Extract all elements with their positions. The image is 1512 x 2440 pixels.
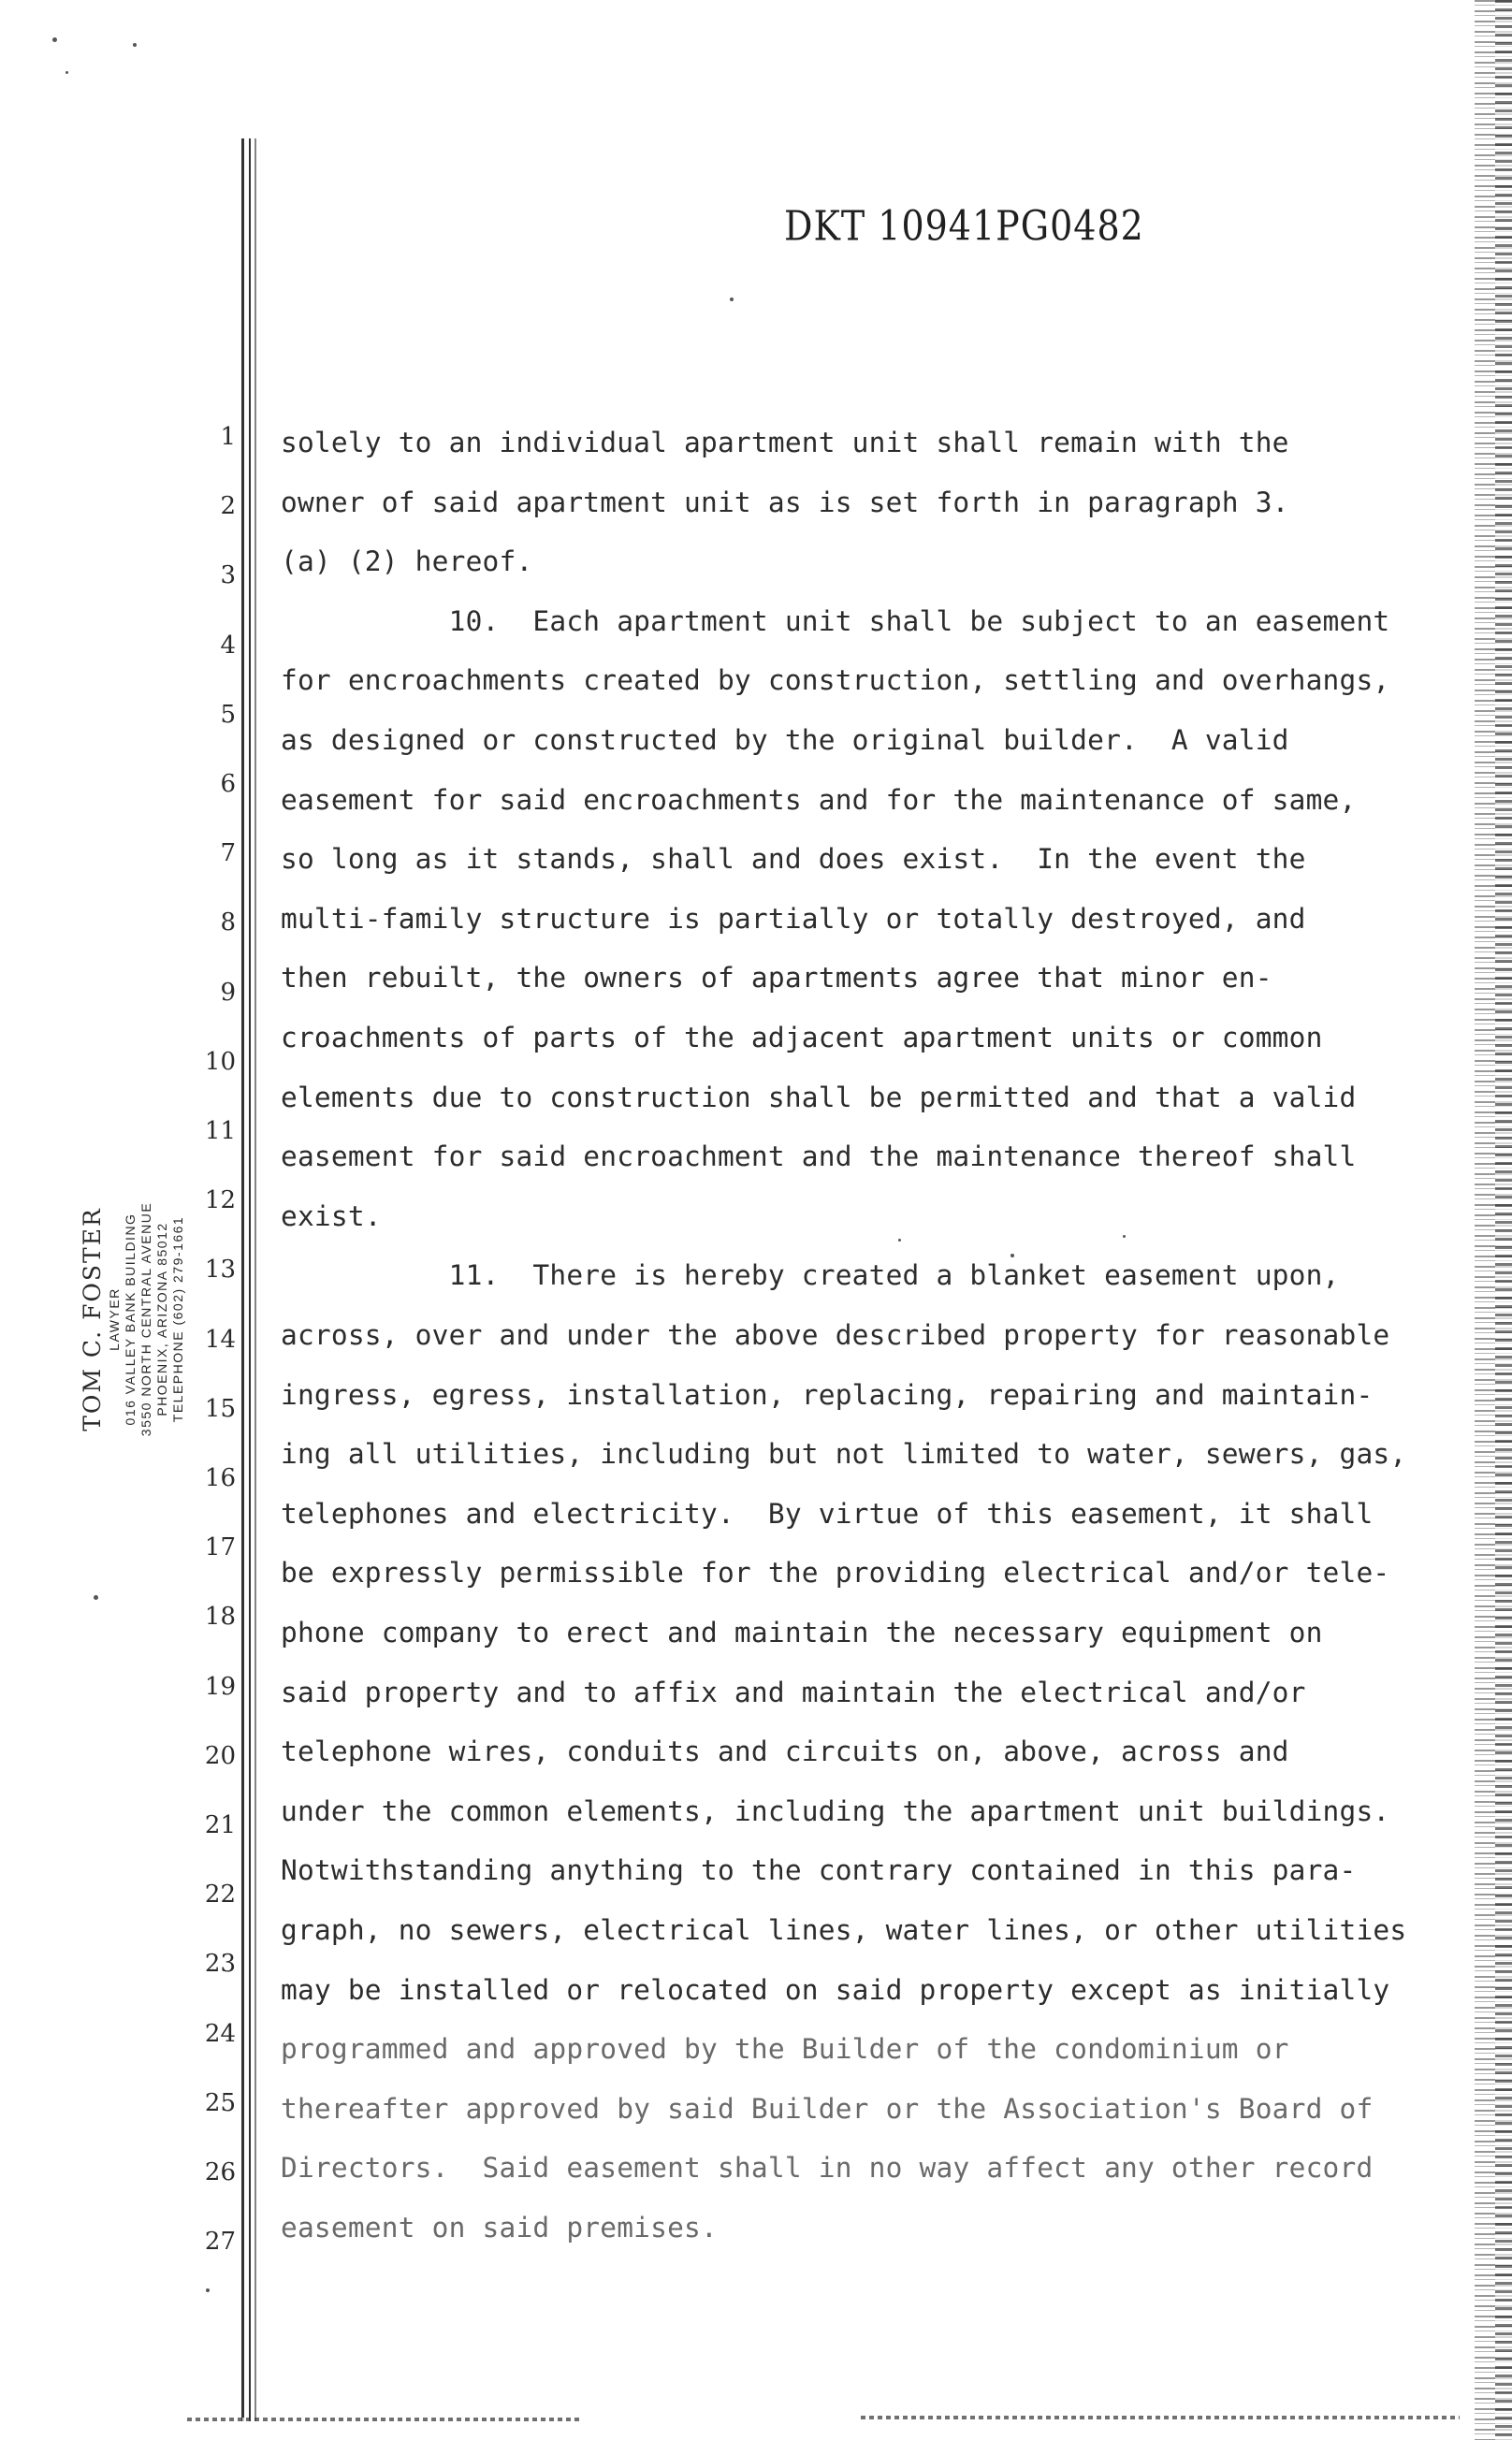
docket-page-stamp: DKT 10941PG0482	[784, 202, 1144, 250]
document-text-line: croachments of parts of the adjacent apartment units or common	[281, 1022, 1323, 1053]
scan-speck	[1123, 1235, 1126, 1238]
lawyer-building: 016 VALLEY BANK BUILDING	[123, 1213, 138, 1426]
line-number: 9	[220, 978, 236, 1007]
document-text-line: 10. Each apartment unit shall be subject to an easement	[281, 604, 1390, 637]
scan-speck	[94, 1595, 98, 1600]
line-number: 25	[204, 2088, 236, 2117]
scan-speck	[898, 1239, 901, 1242]
scan-speck	[206, 2288, 210, 2292]
document-text-line: be expressly permissible for the providing electrical and/or tele-	[281, 1557, 1390, 1590]
line-number: 16	[204, 1464, 236, 1492]
document-text-line: easement for said encroachment and the maintenance thereof shall	[281, 1140, 1357, 1173]
line-number: 23	[204, 1950, 236, 1979]
line-number: 8	[220, 908, 236, 937]
document-text-line: exist.	[281, 1199, 382, 1232]
scan-speck	[52, 37, 57, 42]
margin-rule-left-2	[249, 138, 251, 2421]
lawyer-title: LAWYER	[107, 1287, 122, 1351]
line-number: 26	[204, 2158, 236, 2186]
line-number: 5	[220, 700, 236, 729]
line-number: 2	[220, 492, 236, 521]
lawyer-street: 3550 NORTH CENTRAL AVENUE	[138, 1201, 153, 1437]
document-text-line: easement for said encroachments and for the maintenance of same,	[281, 783, 1357, 816]
line-number: 14	[204, 1325, 236, 1354]
line-number: 4	[220, 631, 236, 660]
document-text-line: then rebuilt, the owners of apartments agree that minor en-	[281, 962, 1272, 995]
line-number: 1	[220, 423, 236, 451]
document-text-line: solely to an individual apartment unit shall remain with the	[281, 427, 1289, 458]
document-text-line: ing all utilities, including but not limited to water, sewers, gas,	[281, 1438, 1407, 1471]
line-number: 7	[220, 839, 236, 868]
line-number: 15	[204, 1394, 236, 1423]
lawyer-city: PHOENIX, ARIZONA 85012	[154, 1222, 169, 1416]
line-number: 3	[220, 561, 236, 590]
margin-rule-left-1	[241, 138, 244, 2421]
lawyer-phone: TELEPHONE (602) 279-1661	[170, 1215, 185, 1423]
document-text-line: Notwithstanding anything to the contrary contained in this para-	[281, 1854, 1357, 1887]
scan-speck	[730, 298, 734, 301]
scan-bottom-artifact-2	[861, 2416, 1460, 2419]
line-number: 10	[204, 1047, 236, 1076]
document-text-line: said property and to affix and maintain the electrical and/or	[281, 1676, 1306, 1708]
scan-speck	[133, 43, 137, 47]
lawyer-name: TOM C. FOSTER	[79, 1207, 106, 1431]
document-text-line: elements due to construction shall be permitted and that a valid	[281, 1081, 1357, 1113]
document-text-line: telephones and electricity. By virtue of this easement, it shall	[281, 1497, 1374, 1530]
line-number: 13	[204, 1256, 236, 1285]
document-text-line: for encroachments created by construction, settling and overhangs,	[281, 664, 1390, 697]
document-text-line: easement on said premises.	[281, 2212, 718, 2244]
line-number: 27	[204, 2228, 236, 2257]
document-text-line: Directors. Said easement shall in no way affect any other record	[281, 2152, 1374, 2185]
document-text-line: phone company to erect and maintain the necessary equipment on	[281, 1617, 1323, 1648]
line-number: 17	[204, 1533, 236, 1562]
document-text-line: (a) (2) hereof.	[281, 545, 533, 578]
document-text-line: under the common elements, including the apartment unit buildings.	[281, 1794, 1390, 1827]
line-number: 21	[204, 1811, 236, 1839]
line-number: 18	[204, 1603, 236, 1632]
margin-rule-left-3	[254, 138, 256, 2421]
line-number: 19	[204, 1672, 236, 1701]
line-number: 11	[204, 1117, 236, 1145]
document-text-line: thereafter approved by said Builder or the Association's Board of	[281, 2092, 1374, 2125]
scan-speck	[1010, 1254, 1014, 1257]
scan-edge-artifact-dark	[1495, 0, 1512, 2440]
document-text-line: as designed or constructed by the original builder. A valid	[281, 724, 1289, 756]
document-text-line: telephone wires, conduits and circuits on, above, across and	[281, 1736, 1289, 1768]
document-text-line: may be installed or relocated on said property except as initially	[281, 1973, 1390, 2006]
line-number: 24	[204, 2019, 236, 2048]
scan-bottom-artifact	[187, 2418, 580, 2421]
document-text-line: owner of said apartment unit as is set forth in paragraph 3.	[281, 486, 1289, 518]
line-number: 20	[204, 1741, 236, 1770]
line-number: 22	[204, 1881, 236, 1910]
document-text-line: across, over and under the above described property for reasonable	[281, 1319, 1390, 1351]
document-text-line: graph, no sewers, electrical lines, water lines, or other utilities	[281, 1914, 1407, 1946]
line-number: 6	[220, 770, 236, 798]
line-number: 12	[204, 1186, 236, 1215]
lawyer-letterhead-stamp	[79, 1141, 186, 1497]
document-text-line: multi-family structure is partially or totally destroyed, and	[281, 902, 1306, 935]
document-text-line: ingress, egress, installation, replacing, repairing and maintain-	[281, 1378, 1374, 1411]
scan-speck	[65, 71, 68, 74]
document-text-line: so long as it stands, shall and does exist. In the event the	[281, 843, 1306, 876]
document-text-line: 11. There is hereby created a blanket easement upon,	[281, 1259, 1340, 1292]
document-text-line: programmed and approved by the Builder of the condominium or	[281, 2033, 1289, 2066]
